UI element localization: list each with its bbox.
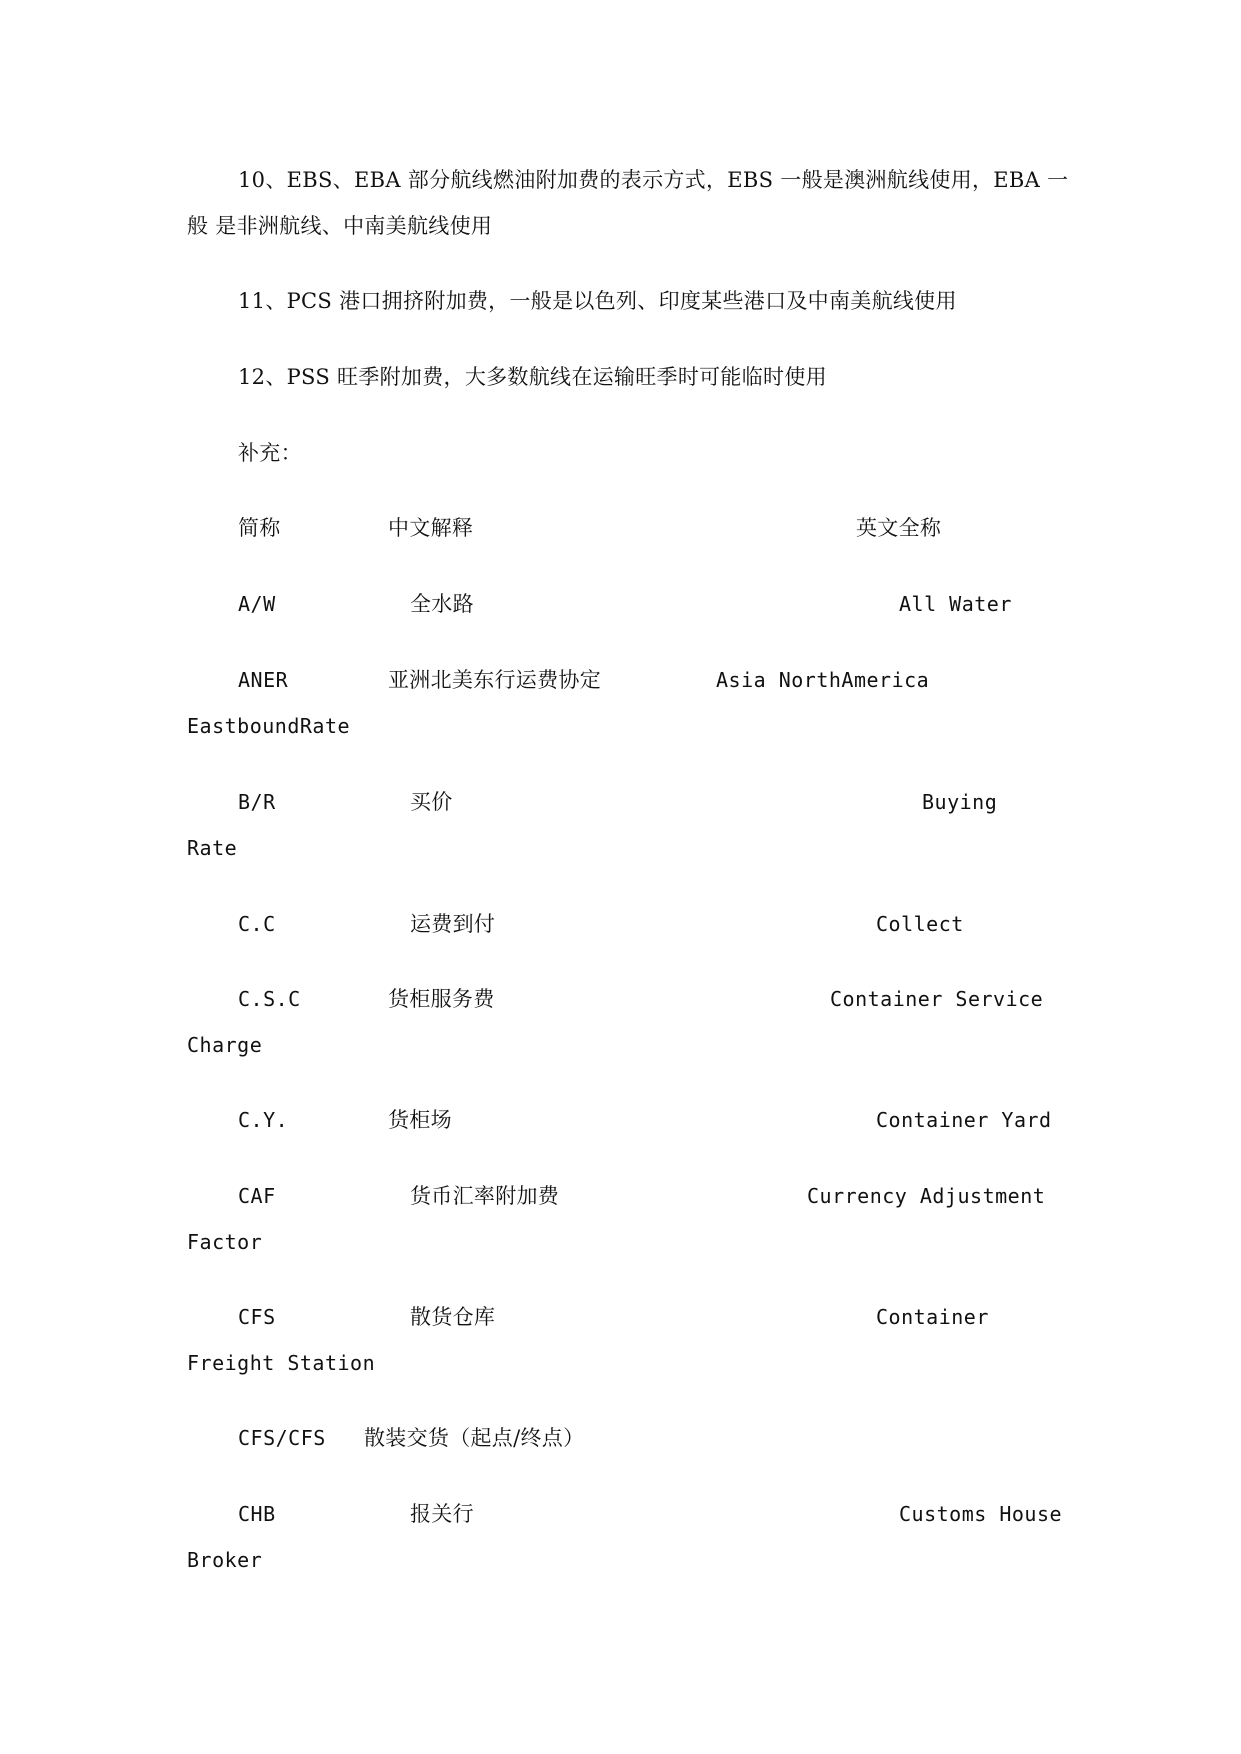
table-row-chinese: 货柜场 — [388, 1108, 452, 1132]
table-row-english: All Water — [899, 592, 1012, 616]
table-row-abbr: CHB — [238, 1502, 276, 1526]
paragraph-10-line-1: 10、EBS、EBA 部分航线燃油附加费的表示方式，EBS 一般是澳洲航线使用，EBA 一 — [238, 168, 1069, 192]
table-row-chinese: 散货仓库 — [410, 1305, 496, 1329]
table-row-chinese: 运费到付 — [410, 912, 496, 936]
table-row-chinese: 亚洲北美东行运费协定 — [388, 668, 601, 692]
table-row-abbr: CFS/CFS — [238, 1426, 326, 1450]
table-row-english: Currency Adjustment — [807, 1184, 1046, 1208]
table-row-english: Container — [876, 1305, 989, 1329]
table-row-english-wrap: Freight Station — [187, 1351, 376, 1375]
table-row-abbr: C.C — [238, 912, 276, 936]
table-row-english-wrap: Factor — [187, 1230, 263, 1254]
table-row-english: Container Yard — [876, 1108, 1052, 1132]
table-row-abbr: C.S.C — [238, 987, 301, 1011]
header-chinese: 中文解释 — [388, 516, 474, 540]
table-row-chinese: 货币汇率附加费 — [410, 1184, 560, 1208]
table-row-abbr: C.Y. — [238, 1108, 289, 1132]
header-english: 英文全称 — [856, 516, 942, 540]
table-row-english: Buying — [922, 790, 998, 814]
paragraph-12: 12、PSS 旺季附加费，大多数航线在运输旺季时可能临时使用 — [238, 365, 827, 389]
table-row-chinese: 报关行 — [410, 1502, 474, 1526]
table-row-english-wrap: EastboundRate — [187, 714, 351, 738]
table-row-english: Customs House — [899, 1502, 1063, 1526]
table-row-english-wrap: Charge — [187, 1033, 263, 1057]
table-row-english: Asia NorthAmerica — [716, 668, 930, 692]
table-row-chinese: 买价 — [410, 790, 453, 814]
table-row-chinese: 货柜服务费 — [388, 987, 495, 1011]
table-row-abbr: A/W — [238, 592, 276, 616]
table-row-chinese: 散装交货（起点/终点） — [364, 1426, 585, 1450]
paragraph-10-line-2: 般 是非洲航线、中南美航线使用 — [187, 214, 493, 238]
header-abbr: 简称 — [238, 516, 281, 540]
paragraph-11: 11、PCS 港口拥挤附加费，一般是以色列、印度某些港口及中南美航线使用 — [238, 289, 957, 313]
table-row-english: Container Service — [830, 987, 1044, 1011]
table-row-english-wrap: Rate — [187, 836, 238, 860]
table-row-abbr: ANER — [238, 668, 289, 692]
table-row-abbr: CFS — [238, 1305, 276, 1329]
supplement-label: 补充： — [238, 441, 302, 465]
table-row-chinese: 全水路 — [410, 592, 474, 616]
table-row-english-wrap: Broker — [187, 1548, 263, 1572]
table-row-abbr: CAF — [238, 1184, 276, 1208]
table-row-abbr: B/R — [238, 790, 276, 814]
table-row-english: Collect — [876, 912, 964, 936]
